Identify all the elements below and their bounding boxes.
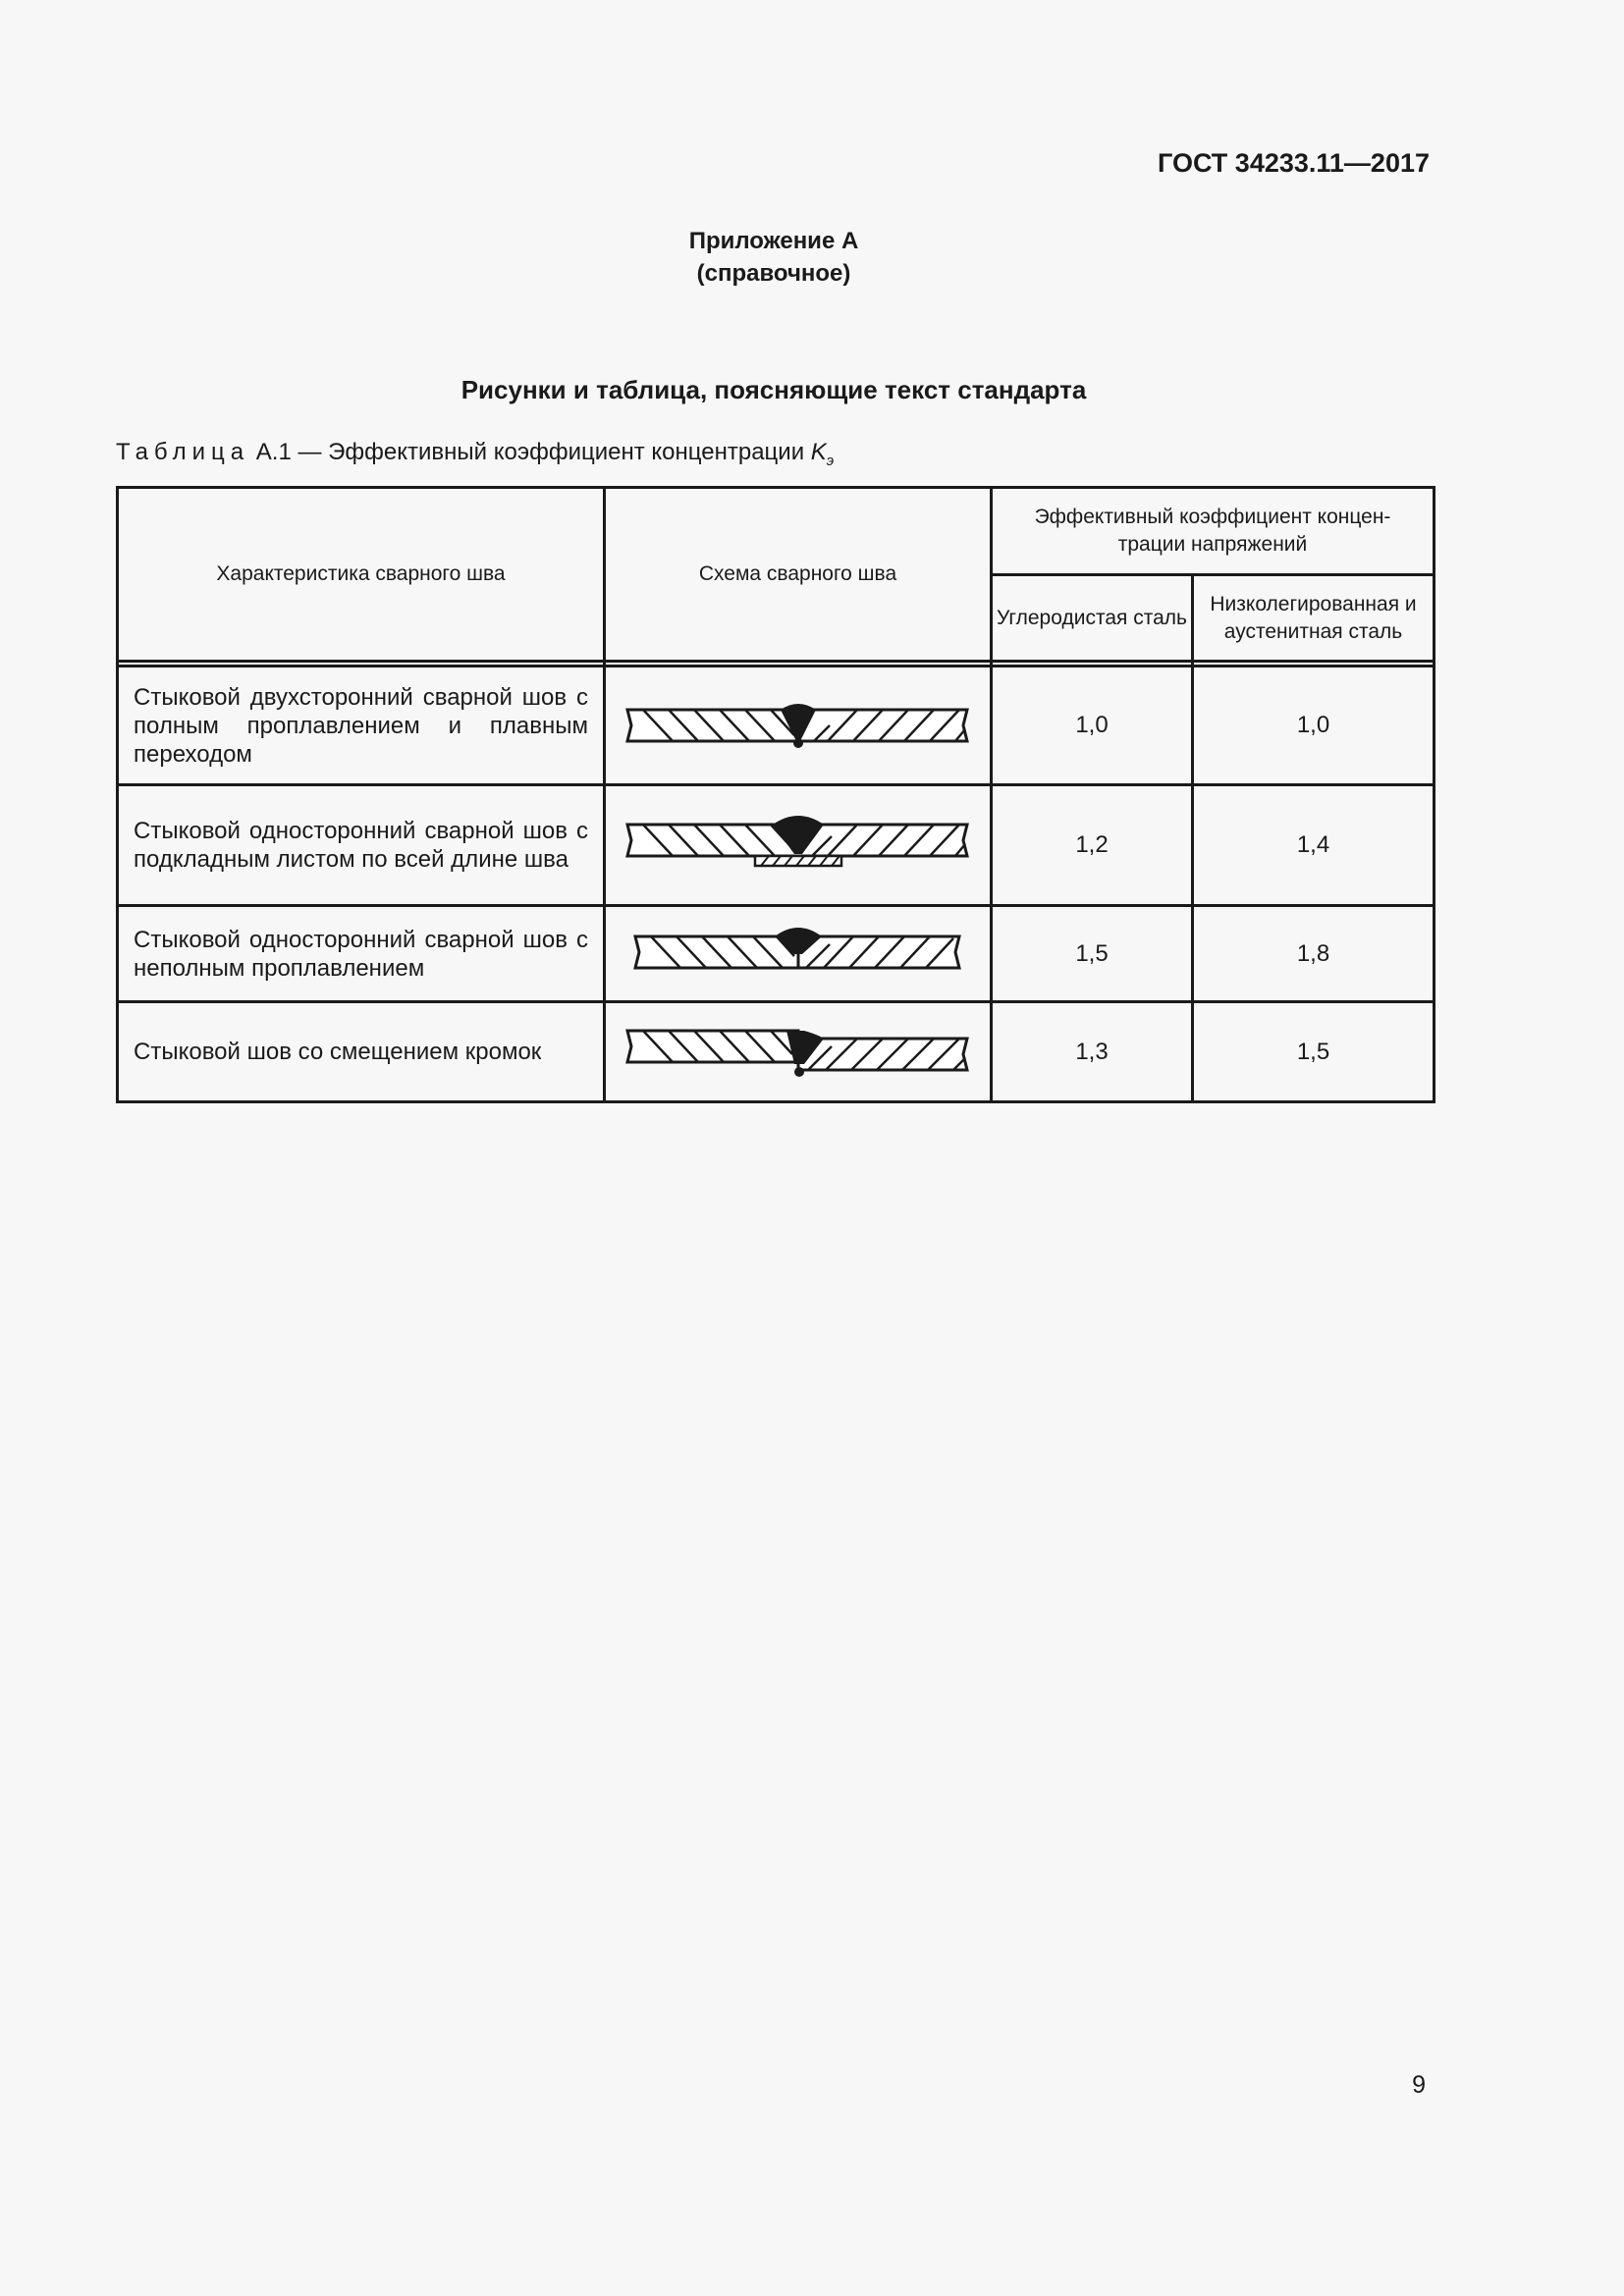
- row-alloy-steel: 1,0: [1193, 667, 1435, 785]
- appendix-heading: [0, 225, 1547, 290]
- stress-concentration-table: [116, 486, 1435, 1103]
- row-alloy-steel: 1,4: [1193, 785, 1435, 906]
- header-scheme: Схема сварного шва: [605, 488, 992, 662]
- table-caption: [116, 439, 834, 469]
- table-caption-number: А.1: [255, 439, 292, 465]
- row-carbon-steel: 1,3: [992, 1002, 1193, 1102]
- backing-strip-butt-weld-icon: [622, 811, 975, 880]
- row-characteristic: Стыковой шов со смещением кромок: [118, 1002, 605, 1102]
- partial-penetration-butt-weld-icon: [622, 923, 975, 986]
- row-scheme: [605, 667, 992, 785]
- row-carbon-steel: 1,5: [992, 906, 1193, 1002]
- row-carbon-steel: 1,0: [992, 667, 1193, 785]
- table-row: [118, 785, 1435, 906]
- section-title: Рисунки и таблица, поясняющие текст стандарта: [460, 375, 1087, 404]
- table-row: [118, 667, 1435, 785]
- double-sided-butt-weld-icon: [622, 696, 975, 755]
- row-carbon-steel: 1,2: [992, 785, 1193, 906]
- header-carbon-steel: Углеродистая сталь: [992, 575, 1193, 662]
- appendix-title: Приложение А: [688, 228, 859, 254]
- table-caption-text: — Эффективный коэффициент концентрации: [298, 439, 805, 465]
- table-caption-prefix: Таблица: [116, 439, 250, 465]
- row-alloy-steel: 1,5: [1193, 1002, 1435, 1102]
- appendix-subtitle: (справочное): [696, 260, 851, 287]
- header-characteristic: Характеристика сварного шва: [118, 488, 605, 662]
- table-row: [118, 1002, 1435, 1102]
- header-alloy-steel: Низколегированная и аустенитная сталь: [1193, 575, 1435, 662]
- row-scheme: [605, 906, 992, 1002]
- table-row: [118, 906, 1435, 1002]
- header-coefficient-group: Эффективный коэффициент концен-трации напряжений: [992, 488, 1435, 575]
- row-scheme: [605, 1002, 992, 1102]
- misaligned-butt-weld-icon: [622, 1021, 975, 1084]
- row-characteristic: Стыковой двухсторонний сварной шов с полным проплавлением и плавным переходом: [118, 667, 605, 785]
- row-characteristic: Стыковой односторонний сварной шов с неполным проплавлением: [118, 906, 605, 1002]
- document-code: ГОСТ 34233.11—2017: [1158, 148, 1430, 178]
- page-number: 9: [1412, 2071, 1426, 2099]
- row-alloy-steel: 1,8: [1193, 906, 1435, 1002]
- table-caption-symbol: $K_э$: [810, 439, 835, 469]
- row-scheme: [605, 785, 992, 906]
- row-characteristic: Стыковой односторонний сварной шов с подкладным листом по всей длине шва: [118, 785, 605, 906]
